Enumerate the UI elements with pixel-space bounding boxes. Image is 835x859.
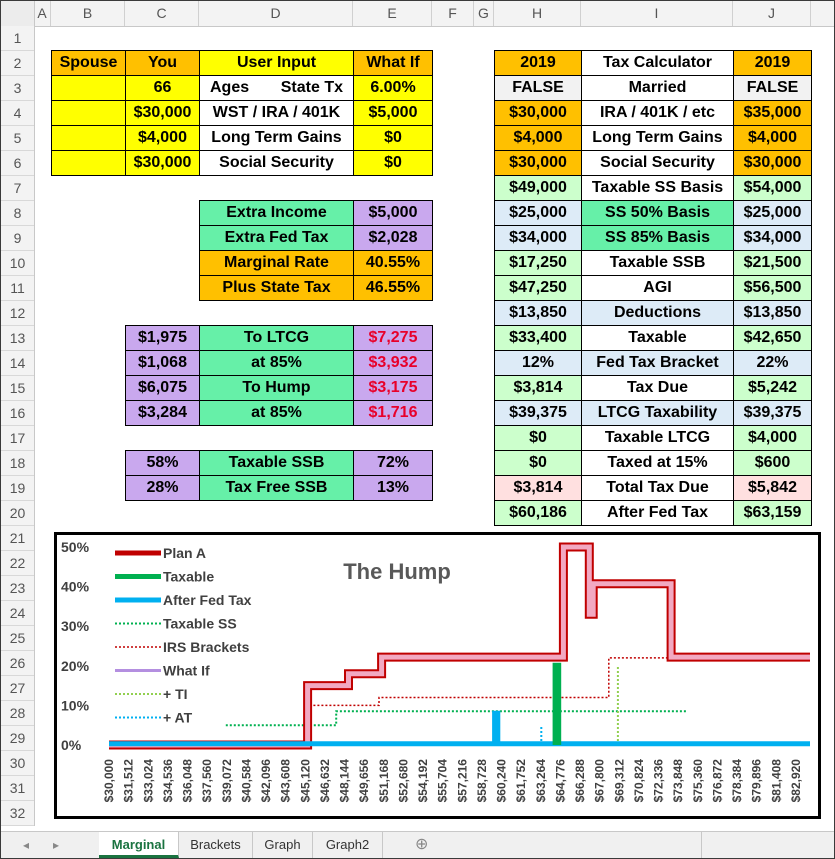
x-tick-label: $78,384 <box>730 759 745 803</box>
x-tick-label: $39,072 <box>219 759 234 803</box>
calc-left-value[interactable]: $3,814 <box>494 475 582 501</box>
plus-state-tax-value[interactable]: 46.55% <box>353 275 433 301</box>
col-header-I[interactable]: I <box>581 1 733 26</box>
y-tick-label: 0% <box>61 737 82 753</box>
calc-row-label[interactable]: AGI <box>581 275 734 301</box>
legend-label: Taxable SS <box>163 615 237 632</box>
ltcg-label[interactable]: To Hump <box>199 375 354 401</box>
chart-title: The Hump <box>343 559 451 584</box>
header-user-input[interactable]: User Input <box>199 50 354 76</box>
x-tick-label: $40,584 <box>239 759 254 803</box>
legend-label: IRS Brackets <box>163 639 250 655</box>
row-header-24[interactable]: 24 <box>1 601 34 626</box>
x-tick-label: $66,288 <box>573 759 588 803</box>
col-header-J[interactable]: J <box>733 1 811 26</box>
header-you[interactable]: You <box>125 50 200 76</box>
calc-right-value[interactable]: $56,500 <box>733 275 812 301</box>
the-hump-chart[interactable] <box>54 532 821 819</box>
what-if-ltg-cell[interactable]: $0 <box>353 125 433 151</box>
ltcg-right-value[interactable]: $3,175 <box>353 375 433 401</box>
x-tick-label: $57,216 <box>455 759 470 803</box>
x-tick-label: $46,632 <box>317 759 332 803</box>
row-header-9[interactable]: 9 <box>1 226 34 251</box>
x-tick-label: $30,000 <box>102 759 116 803</box>
series-irs-brackets <box>109 658 810 745</box>
y-tick-label: 40% <box>61 578 90 595</box>
col-header-H[interactable]: H <box>494 1 581 26</box>
select-all-corner[interactable] <box>1 1 35 26</box>
calc-row-label[interactable]: Social Security <box>581 150 734 176</box>
series-taxable <box>556 666 559 745</box>
calc-right-value[interactable]: $5,242 <box>733 375 812 401</box>
calc-right-value[interactable]: $5,842 <box>733 475 812 501</box>
calc-left-value[interactable]: $47,250 <box>494 275 582 301</box>
row-header-4[interactable]: 4 <box>1 101 34 126</box>
ssb-label[interactable]: Taxable SSB <box>199 450 354 476</box>
row-header-27[interactable]: 27 <box>1 676 34 701</box>
x-tick-label: $48,144 <box>337 759 352 803</box>
ltcg-left-value[interactable]: $1,068 <box>125 350 200 376</box>
calc-left-value[interactable]: $33,400 <box>494 325 582 351</box>
row-header-15[interactable]: 15 <box>1 376 34 401</box>
calc-left-value[interactable]: $0 <box>494 450 582 476</box>
state-tax-label: State Tx <box>280 79 343 96</box>
extra-fed-tax-label[interactable]: Extra Fed Tax <box>199 225 354 251</box>
row-header-3[interactable]: 3 <box>1 76 34 101</box>
col-header-F[interactable]: F <box>432 1 474 26</box>
calc-left-value[interactable]: $30,000 <box>494 150 582 176</box>
ssb-right-value[interactable]: 72% <box>353 450 433 476</box>
ssb-left-value[interactable]: 58% <box>125 450 200 476</box>
row-header-25[interactable]: 25 <box>1 626 34 651</box>
wst-label[interactable]: WST / IRA / 401K <box>199 100 354 126</box>
row-header-12[interactable]: 12 <box>1 301 34 326</box>
x-tick-label: $49,656 <box>357 759 372 803</box>
row-header-21[interactable]: 21 <box>1 526 34 551</box>
calc-row-label[interactable]: Tax Due <box>581 375 734 401</box>
what-if-ss-cell[interactable]: $0 <box>353 150 433 176</box>
marginal-rate-value[interactable]: 40.55% <box>353 250 433 276</box>
scroll-left-icon[interactable]: ◂ <box>23 838 30 852</box>
row-header-11[interactable]: 11 <box>1 276 34 301</box>
col-header-A[interactable]: A <box>34 1 51 26</box>
calc-right-value[interactable]: $21,500 <box>733 250 812 276</box>
calc-right-value[interactable]: $13,850 <box>733 300 812 326</box>
ltg-label[interactable]: Long Term Gains <box>199 125 354 151</box>
calc-row-label[interactable]: Fed Tax Bracket <box>581 350 734 376</box>
row-header-6[interactable]: 6 <box>1 151 34 176</box>
row-header-31[interactable]: 31 <box>1 776 34 801</box>
x-tick-label: $73,848 <box>671 759 686 803</box>
calc-right-value[interactable]: $35,000 <box>733 100 812 126</box>
calc-row-label[interactable]: IRA / 401K / etc <box>581 100 734 126</box>
calc-right-value[interactable]: $63,159 <box>733 500 812 526</box>
x-tick-label: $54,192 <box>416 759 431 803</box>
row-header-17[interactable]: 17 <box>1 426 34 451</box>
x-tick-label: $81,408 <box>769 759 784 803</box>
col-header-D[interactable]: D <box>199 1 353 26</box>
column-header-bar <box>1 1 834 27</box>
calc-right-value[interactable]: $42,650 <box>733 325 812 351</box>
ltcg-left-value[interactable]: $1,975 <box>125 325 200 351</box>
calc-left-value[interactable]: $49,000 <box>494 175 582 201</box>
row-header-1[interactable]: 1 <box>1 26 34 51</box>
calc-left-value[interactable]: $0 <box>494 425 582 451</box>
calc-right-value[interactable]: $30,000 <box>733 150 812 176</box>
row-header-30[interactable]: 30 <box>1 751 34 776</box>
row-header-32[interactable]: 32 <box>1 801 34 826</box>
row-header-14[interactable]: 14 <box>1 351 34 376</box>
row-header-29[interactable]: 29 <box>1 726 34 751</box>
calc-right-value[interactable]: $4,000 <box>733 125 812 151</box>
spouse-ltg-cell[interactable] <box>51 125 126 151</box>
x-tick-label: $33,024 <box>141 759 156 803</box>
x-tick-label: $72,336 <box>651 759 666 803</box>
marginal-rate-label[interactable]: Marginal Rate <box>199 250 354 276</box>
what-if-wst-cell[interactable]: $5,000 <box>353 100 433 126</box>
calc-row-label[interactable]: LTCG Taxability <box>581 400 734 426</box>
row-header-26[interactable]: 26 <box>1 651 34 676</box>
x-tick-label: $82,920 <box>788 759 803 803</box>
row-header-16[interactable]: 16 <box>1 401 34 426</box>
row-header-18[interactable]: 18 <box>1 451 34 476</box>
y-tick-label: 20% <box>61 657 90 674</box>
header-what-if[interactable]: What If <box>353 50 433 76</box>
calc-right-value[interactable]: 22% <box>733 350 812 376</box>
calc-row-label[interactable]: Deductions <box>581 300 734 326</box>
ltcg-left-value[interactable]: $6,075 <box>125 375 200 401</box>
calc-row-label[interactable]: Taxed at 15% <box>581 450 734 476</box>
x-tick-label: $55,704 <box>435 759 450 803</box>
x-tick-label: $67,800 <box>592 759 607 803</box>
row-header-10[interactable]: 10 <box>1 251 34 276</box>
tab-graph[interactable]: Graph <box>253 832 313 858</box>
ltcg-right-value[interactable]: $1,716 <box>353 400 433 426</box>
you-wst-cell[interactable]: $30,000 <box>125 100 200 126</box>
y-tick-label: 10% <box>61 697 90 714</box>
calc-right-value[interactable]: $600 <box>733 450 812 476</box>
ssb-right-value[interactable]: 13% <box>353 475 433 501</box>
x-tick-label: $36,048 <box>180 759 195 803</box>
calc-left-value[interactable]: $60,186 <box>494 500 582 526</box>
col-header-E[interactable]: E <box>353 1 432 26</box>
legend-label: After Fed Tax <box>163 592 252 608</box>
state-tax-rate[interactable]: 6.00% <box>353 75 433 101</box>
row-header-23[interactable]: 23 <box>1 576 34 601</box>
x-tick-label: $64,776 <box>553 759 568 803</box>
tab-marginal[interactable]: Marginal <box>99 832 179 858</box>
ltcg-label[interactable]: at 85% <box>199 400 354 426</box>
plus-state-tax-label[interactable]: Plus State Tax <box>199 275 354 301</box>
legend-label: + AT <box>163 709 193 726</box>
col-header-G[interactable]: G <box>474 1 494 26</box>
extra-income-value[interactable]: $5,000 <box>353 200 433 226</box>
y-tick-label: 30% <box>61 618 90 635</box>
series-after-fed-tax <box>109 713 810 744</box>
tab-graph2[interactable]: Graph2 <box>313 832 383 858</box>
you-ss-cell[interactable]: $30,000 <box>125 150 200 176</box>
calc-right-value[interactable]: $39,375 <box>733 400 812 426</box>
calc-left-value[interactable]: $25,000 <box>494 200 582 226</box>
legend-label: + TI <box>163 686 188 702</box>
extra-fed-tax-value[interactable]: $2,028 <box>353 225 433 251</box>
ss-label[interactable]: Social Security <box>199 150 354 176</box>
x-tick-label: $37,560 <box>200 759 215 803</box>
sheet-tab-bar <box>1 831 834 859</box>
x-tick-label: $69,312 <box>612 759 627 803</box>
calc-row-label[interactable]: Taxable <box>581 325 734 351</box>
calc-left-value[interactable]: FALSE <box>494 75 582 101</box>
calc-left-value[interactable]: $4,000 <box>494 125 582 151</box>
x-tick-label: $75,360 <box>690 759 705 803</box>
legend-label: Plan A <box>163 545 207 561</box>
calc-row-label[interactable]: After Fed Tax <box>581 500 734 526</box>
x-tick-label: $52,680 <box>396 759 411 803</box>
x-tick-label: $63,264 <box>533 759 548 803</box>
col-header-C[interactable]: C <box>125 1 199 26</box>
calc-left-value[interactable]: $34,000 <box>494 225 582 251</box>
calc-right-value[interactable]: FALSE <box>733 75 812 101</box>
x-tick-label: $43,608 <box>278 759 293 803</box>
x-tick-label: $42,096 <box>259 759 274 803</box>
you-ltg-cell[interactable]: $4,000 <box>125 125 200 151</box>
row-header-20[interactable]: 20 <box>1 501 34 526</box>
spouse-age-cell[interactable] <box>51 75 126 101</box>
row-header-22[interactable]: 22 <box>1 551 34 576</box>
row-header-5[interactable]: 5 <box>1 126 34 151</box>
calc-row-label[interactable]: Long Term Gains <box>581 125 734 151</box>
calc-title[interactable]: Tax Calculator <box>581 50 734 76</box>
calc-left-value[interactable]: $17,250 <box>494 250 582 276</box>
ages-label-cell[interactable] <box>199 75 354 101</box>
calc-right-value[interactable]: $4,000 <box>733 425 812 451</box>
header-spouse[interactable]: Spouse <box>51 50 126 76</box>
you-age-cell[interactable]: 66 <box>125 75 200 101</box>
row-header-bar <box>1 26 35 826</box>
row-header-13[interactable]: 13 <box>1 326 34 351</box>
add-sheet-icon[interactable]: ⊕ <box>415 836 429 853</box>
row-header-19[interactable]: 19 <box>1 476 34 501</box>
spouse-wst-cell[interactable] <box>51 100 126 126</box>
calc-left-value[interactable]: $13,850 <box>494 300 582 326</box>
calc-row-label[interactable]: SS 85% Basis <box>581 225 734 251</box>
calc-row-label[interactable]: Married <box>581 75 734 101</box>
x-tick-label: $61,752 <box>514 759 529 803</box>
x-tick-label: $58,728 <box>474 759 489 803</box>
col-header-B[interactable]: B <box>51 1 125 26</box>
ltcg-label[interactable]: at 85% <box>199 350 354 376</box>
calc-right-value[interactable]: $34,000 <box>733 225 812 251</box>
calc-row-label[interactable]: Taxable SS Basis <box>581 175 734 201</box>
legend-label: Taxable <box>163 568 215 585</box>
x-tick-label: $34,536 <box>160 759 175 803</box>
legend-label: What If <box>163 662 210 679</box>
calc-left-value[interactable]: $39,375 <box>494 400 582 426</box>
row-header-8[interactable]: 8 <box>1 201 34 226</box>
row-header-7[interactable]: 7 <box>1 176 34 201</box>
ltcg-label[interactable]: To LTCG <box>199 325 354 351</box>
x-tick-label: $45,120 <box>298 759 313 803</box>
calc-row-label[interactable]: SS 50% Basis <box>581 200 734 226</box>
x-tick-label: $70,824 <box>631 759 646 803</box>
x-tick-label: $51,168 <box>376 759 391 803</box>
calc-year-left[interactable]: 2019 <box>494 50 582 76</box>
x-tick-label: $31,512 <box>121 759 136 803</box>
calc-left-value[interactable]: 12% <box>494 350 582 376</box>
calc-right-value[interactable]: $54,000 <box>733 175 812 201</box>
row-header-2[interactable]: 2 <box>1 51 34 76</box>
row-header-28[interactable]: 28 <box>1 701 34 726</box>
calc-right-value[interactable]: $25,000 <box>733 200 812 226</box>
spouse-ss-cell[interactable] <box>51 150 126 176</box>
x-tick-label: $60,240 <box>494 759 509 803</box>
calc-year-right[interactable]: 2019 <box>733 50 812 76</box>
ltcg-right-value[interactable]: $7,275 <box>353 325 433 351</box>
scroll-right-icon[interactable]: ▸ <box>53 838 60 852</box>
calc-row-label[interactable]: Taxable LTCG <box>581 425 734 451</box>
horizontal-scrollbar[interactable] <box>701 832 822 858</box>
x-tick-label: $79,896 <box>749 759 764 803</box>
x-tick-label: $76,872 <box>710 759 725 803</box>
ssb-left-value[interactable]: 28% <box>125 475 200 501</box>
tab-brackets[interactable]: Brackets <box>179 832 253 858</box>
ages-label: Ages <box>210 79 250 96</box>
calc-row-label[interactable]: Taxable SSB <box>581 250 734 276</box>
calc-left-value[interactable]: $30,000 <box>494 100 582 126</box>
calc-row-label[interactable]: Total Tax Due <box>581 475 734 501</box>
ltcg-right-value[interactable]: $3,932 <box>353 350 433 376</box>
y-tick-label: 50% <box>61 539 90 555</box>
ssb-label[interactable]: Tax Free SSB <box>199 475 354 501</box>
chart-canvas <box>57 535 818 816</box>
ltcg-left-value[interactable]: $3,284 <box>125 400 200 426</box>
calc-left-value[interactable]: $3,814 <box>494 375 582 401</box>
extra-income-label[interactable]: Extra Income <box>199 200 354 226</box>
